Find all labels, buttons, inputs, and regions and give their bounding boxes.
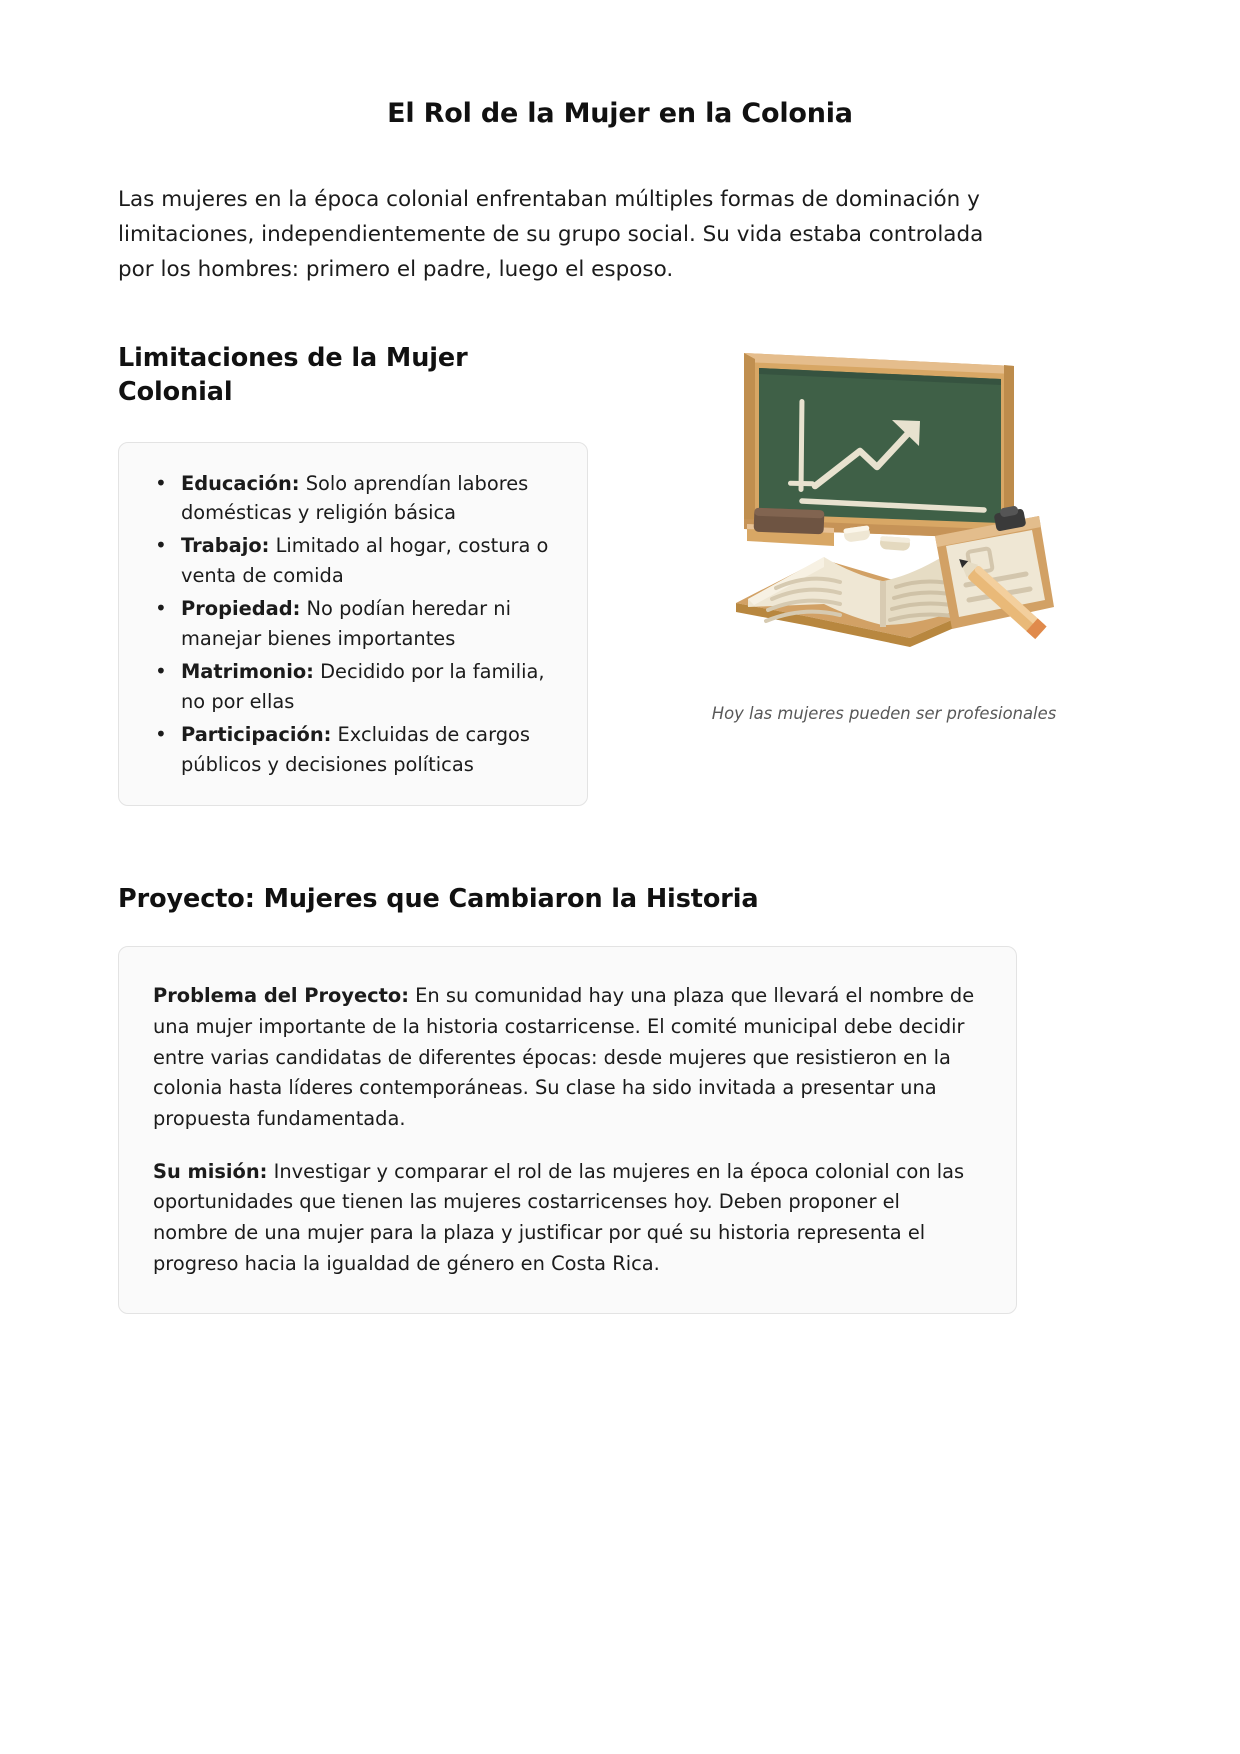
project-mission-paragraph (153, 1157, 980, 1280)
limitations-heading: Limitaciones de la Mujer Colonial (118, 343, 468, 408)
list-item-term: Propiedad: (181, 597, 301, 621)
list-item (181, 469, 565, 528)
project-card (118, 946, 1017, 1314)
list-item-text: No podían heredar ni manejar bienes importantes (181, 597, 511, 650)
list-item-term: Matrimonio: (181, 660, 314, 684)
list-item (181, 531, 565, 590)
limitations-column (118, 341, 588, 806)
classroom-chalkboard-illustration (714, 341, 1054, 691)
intro-paragraph: Las mujeres en la época colonial enfrentaban múltiples formas de dominación y limitaciones, independientemente de su grupo social. Su vida estaba controlada por los hombres: primero el padre, luego el esposo. (118, 187, 984, 283)
list-item (181, 720, 565, 779)
project-problem-text: En su comunidad hay una plaza que llevará el nombre de una mujer importante de la historia costarricense. El comité municipal debe decidir entre varias candidatas de diferentes épocas: desde mujeres que resistieron en la colonia hasta líderes contemporáneas. Su clase ha sido invitada a presentar una propuesta fundamentada. (153, 984, 975, 1130)
list-item-term: Trabajo: (181, 534, 270, 558)
list-item-text: Decidido por la familia, no por ellas (181, 660, 545, 713)
figure (646, 341, 1122, 726)
list-item (181, 594, 565, 653)
list-item-term: Educación: (181, 471, 300, 495)
page-title: El Rol de la Mujer en la Colonia (387, 98, 853, 129)
two-column-region (118, 341, 1122, 806)
project-mission-term: Su misión: (153, 1159, 268, 1183)
list-item (181, 657, 565, 716)
figure-caption: Hoy las mujeres pueden ser profesionales (711, 704, 1057, 724)
limitations-card (118, 442, 588, 807)
list-item-text: Solo aprendían labores domésticas y religión básica (181, 471, 529, 524)
limitations-list (129, 469, 565, 780)
project-heading: Proyecto: Mujeres que Cambiaron la Historia (118, 884, 759, 915)
list-item-term: Participación: (181, 723, 332, 747)
list-item-text: Excluidas de cargos públicos y decisiones políticas (181, 723, 530, 776)
project-problem-term: Problema del Proyecto: (153, 984, 409, 1008)
project-mission-text: Investigar y comparar el rol de las mujeres en la época colonial con las oportunidades que tienen las mujeres costarricenses hoy. Deben proponer el nombre de una mujer para la plaza y justificar por qué su historia representa el progreso hacia la igualdad de género en Costa Rica. (153, 1159, 965, 1275)
project-problem-paragraph (153, 981, 980, 1134)
illustration-column (588, 341, 1122, 726)
list-item-text: Limitado al hogar, costura o venta de comida (181, 534, 549, 587)
chalkboard-ledge-icon (747, 508, 834, 546)
